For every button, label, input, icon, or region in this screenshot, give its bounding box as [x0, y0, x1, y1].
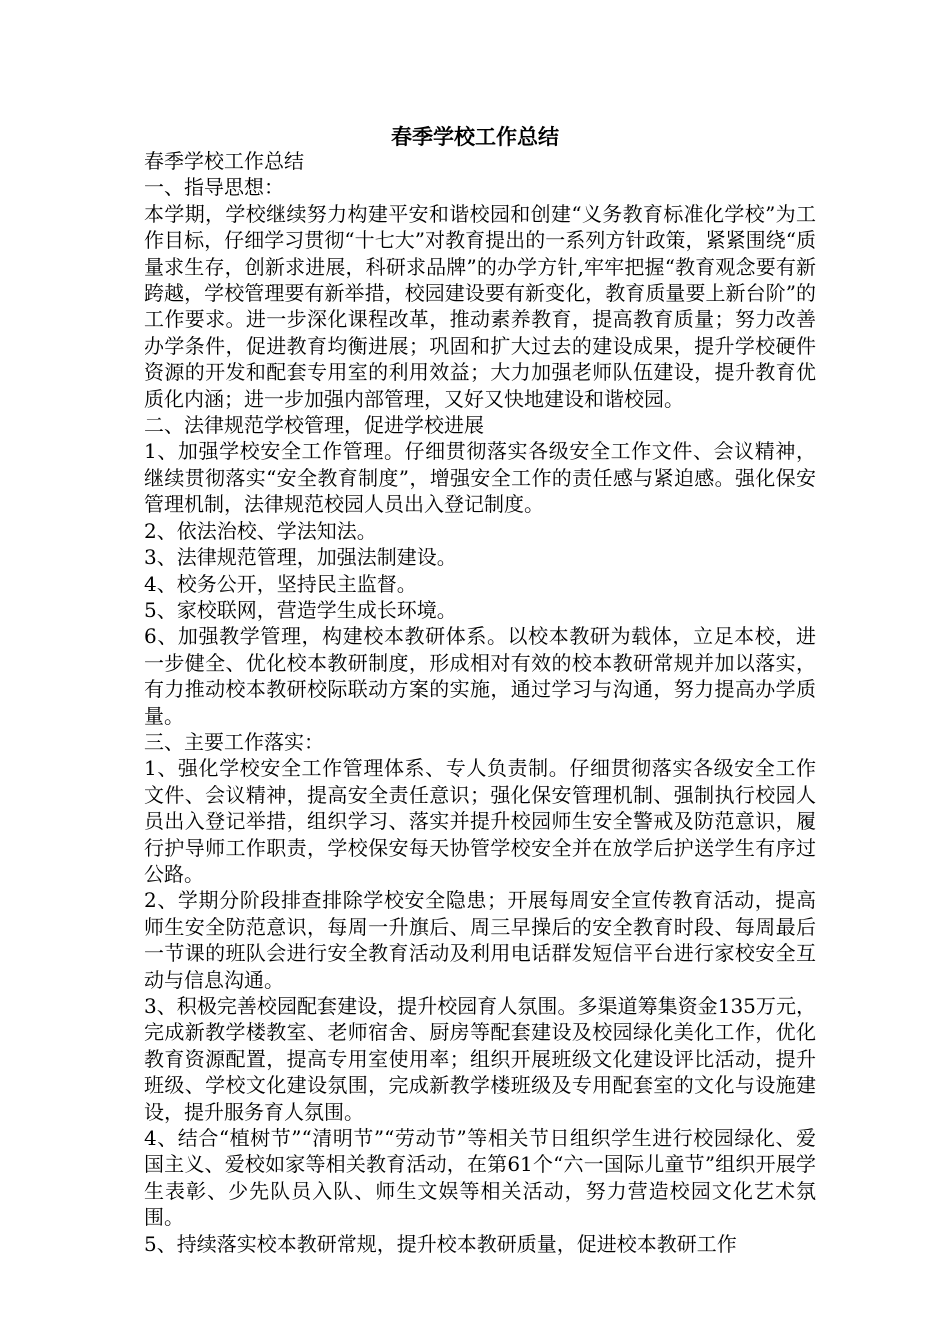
section-heading-main-work: 三、主要工作落实：: [144, 729, 324, 754]
list-item: 1、加强学校安全工作管理。仔细贯彻落实各级安全工作文件、会议精神，继续贯彻落实“安全教育制度”，增强安全工作的责任感与紧迫感。强化保安管理机制，法律规范校园人员出入登记制度。: [144, 439, 816, 517]
document-body: [144, 148, 816, 1257]
list-item: 2、依法治校、学法知法。: [144, 518, 377, 543]
list-item: 2、学期分阶段排查排除学校安全隐患；开展每周安全宣传教育活动，提高师生安全防范意识，每周一升旗后、周三早操后的安全教育时段、每周最后一节课的班队会进行安全教育活动及利用电话群发短信平台进行家校安全互动与信息沟通。: [144, 888, 816, 992]
document-title: 春季学校工作总结: [391, 124, 559, 149]
list-item: 4、结合“植树节”“清明节”“劳动节”等相关节日组织学生进行校园绿化、爱国主义、爱校如家等相关教育活动，在第61个“六一国际儿童节”组织开展学生表彰、少先队员入队、师生文娱等相关活动，努力营造校园文化艺术氛围。: [144, 1126, 816, 1230]
paragraph-guiding-ideology: 本学期，学校继续努力构建平安和谐校园和创建“义务教育标准化学校”为工作目标，仔细学习贯彻“十七大”对教育提出的一系列方针政策，紧紧围绕“质量求生存，创新求进展，科研求品牌”的办学方针,牢牢把握“教育观念要有新跨越，学校管理要有新举措，校园建设要有新变化，教育质量要上新台阶”的工作要求。进一步深化课程改革，推动素养教育，提高教育质量；努力改善办学条件，促进教育均衡进展；巩固和扩大过去的建设成果，提升学校硬件资源的开发和配套专用室的利用效益；大力加强老师队伍建设，提升教育优质化内涵；进一步加强内部管理，又好又快地建设和谐校园。: [144, 201, 816, 411]
section-heading-guiding-ideology: 一、指导思想：: [144, 175, 284, 200]
list-item: 5、持续落实校本教研常规，提升校本教研质量，促进校本教研工作: [144, 1231, 737, 1256]
list-item: 1、强化学校安全工作管理体系、专人负责制。仔细贯彻落实各级安全工作文件、会议精神，提高安全责任意识；强化保安管理机制、强制执行校园人员出入登记举措，组织学习、落实并提升校园师生安全警戒及防范意识，履行护导师工作职责，学校保安每天协管学校安全并在放学后护送学生有序过公路。: [144, 756, 816, 886]
list-item: 3、法律规范管理，加强法制建设。: [144, 545, 457, 570]
list-item: 3、积极完善校园配套建设，提升校园育人氛围。多渠道筹集资金135万元，完成新教学楼教室、老师宿舍、厨房等配套建设及校园绿化美化工作，优化教育资源配置，提高专用室使用率；组织开展班级文化建设评比活动，提升班级、学校文化建设氛围，完成新教学楼班级及专用配套室的文化与设施建设，提升服务育人氛围。: [144, 994, 816, 1124]
list-item: 4、校务公开，坚持民主监督。: [144, 571, 417, 596]
paragraph-subtitle: 春季学校工作总结: [144, 149, 304, 173]
section-heading-school-management: 二、法律规范学校管理，促进学校进展: [144, 413, 484, 438]
list-item: 5、家校联网，营造学生成长环境。: [144, 597, 457, 622]
list-item: 6、加强教学管理，构建校本教研体系。以校本教研为载体，立足本校，进一步健全、优化校本教研制度，形成相对有效的校本教研常规并加以落实，有力推动校本教研校际联动方案的实施，通过学习与沟通，努力提高办学质量。: [144, 624, 816, 728]
